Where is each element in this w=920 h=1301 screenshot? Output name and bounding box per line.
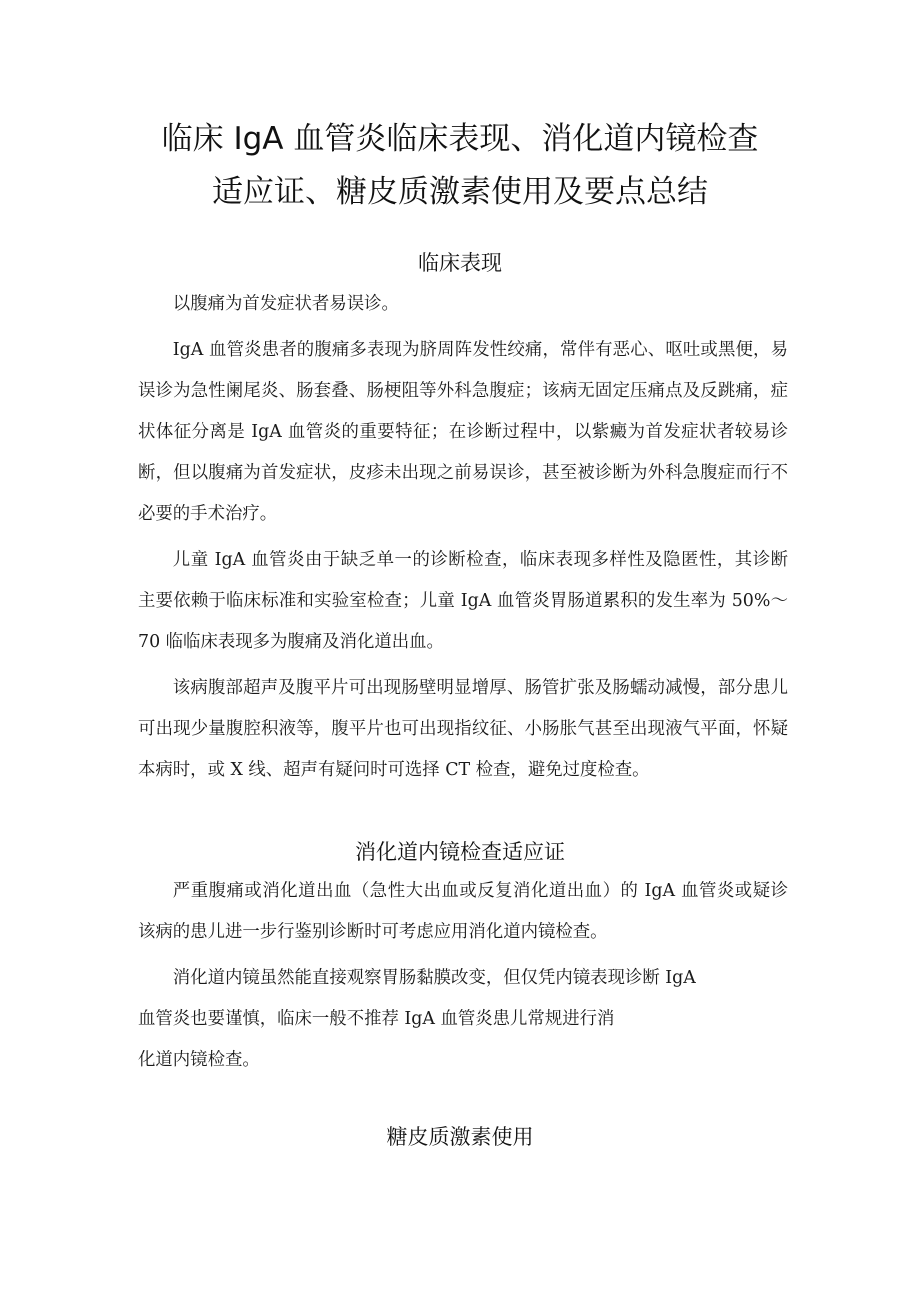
- endoscopy-section-body: [138, 871, 788, 1081]
- endoscopy-paragraph-2: [138, 958, 788, 1081]
- clinical-paragraph-2: IgA 血管炎患者的腹痛多表现为脐周阵发性绞痛，常伴有恶心、呕吐或黑便，易误诊为急性阑尾炎、肠套叠、肠梗阻等外科急腹症；该病无固定压痛点及反跳痛，症状体征分离是 IgA 血管炎的重要特征；在诊断过程中，以紫癜为首发症状者较易诊断，但以腹痛为首发症状，皮疹未出现之前易误诊，甚至被诊断为外科急腹症而行不必要的手术治疗。: [138, 340, 788, 524]
- clinical-paragraph-4: 该病腹部超声及腹平片可出现肠壁明显增厚、肠管扩张及肠蠕动减慢，部分患儿可出现少量腹腔积液等，腹平片也可出现指纹征、小肠胀气甚至出现液气平面，怀疑本病时，或 X 线、超声有疑问时可选择 CT 检查，避免过度检查。: [138, 678, 788, 780]
- endoscopy-paragraph-2-line-1: 消化道内镜虽然能直接观察胃肠黏膜改变，但仅凭内镜表现诊断 IgA: [172, 968, 696, 988]
- section-heading-steroid: 糖皮质激素使用: [386, 1125, 534, 1149]
- endoscopy-paragraph-2-line-3: 化道内镜检查。: [138, 1050, 260, 1070]
- document-title-line-2: 适应证、糖皮质激素使用及要点总结: [212, 174, 708, 210]
- clinical-paragraph-1: 以腹痛为首发症状者易误诊。: [172, 294, 399, 314]
- endoscopy-paragraph-2-line-2: 血管炎也要谨慎，临床一般不推荐 IgA 血管炎患儿常规进行消: [138, 1009, 615, 1029]
- section-heading-endoscopy: 消化道内镜检查适应证: [355, 840, 565, 864]
- clinical-paragraph-3: 儿童 IgA 血管炎由于缺乏单一的诊断检查，临床表现多样性及隐匿性，其诊断主要依赖于临床标准和实验室检查；儿童 IgA 血管炎胃肠道累积的发生率为 50%～70 临临床表现多为腹痛及消化道出血。: [138, 550, 788, 652]
- clinical-section-body: [138, 284, 788, 791]
- section-heading-clinical: 临床表现: [418, 251, 502, 275]
- document-title-line-1: 临床 IgA 血管炎临床表现、消化道内镜检查: [161, 121, 759, 157]
- endoscopy-paragraph-1: 严重腹痛或消化道出血（急性大出血或反复消化道出血）的 IgA 血管炎或疑诊该病的患儿进一步行鉴别诊断时可考虑应用消化道内镜检查。: [138, 881, 788, 942]
